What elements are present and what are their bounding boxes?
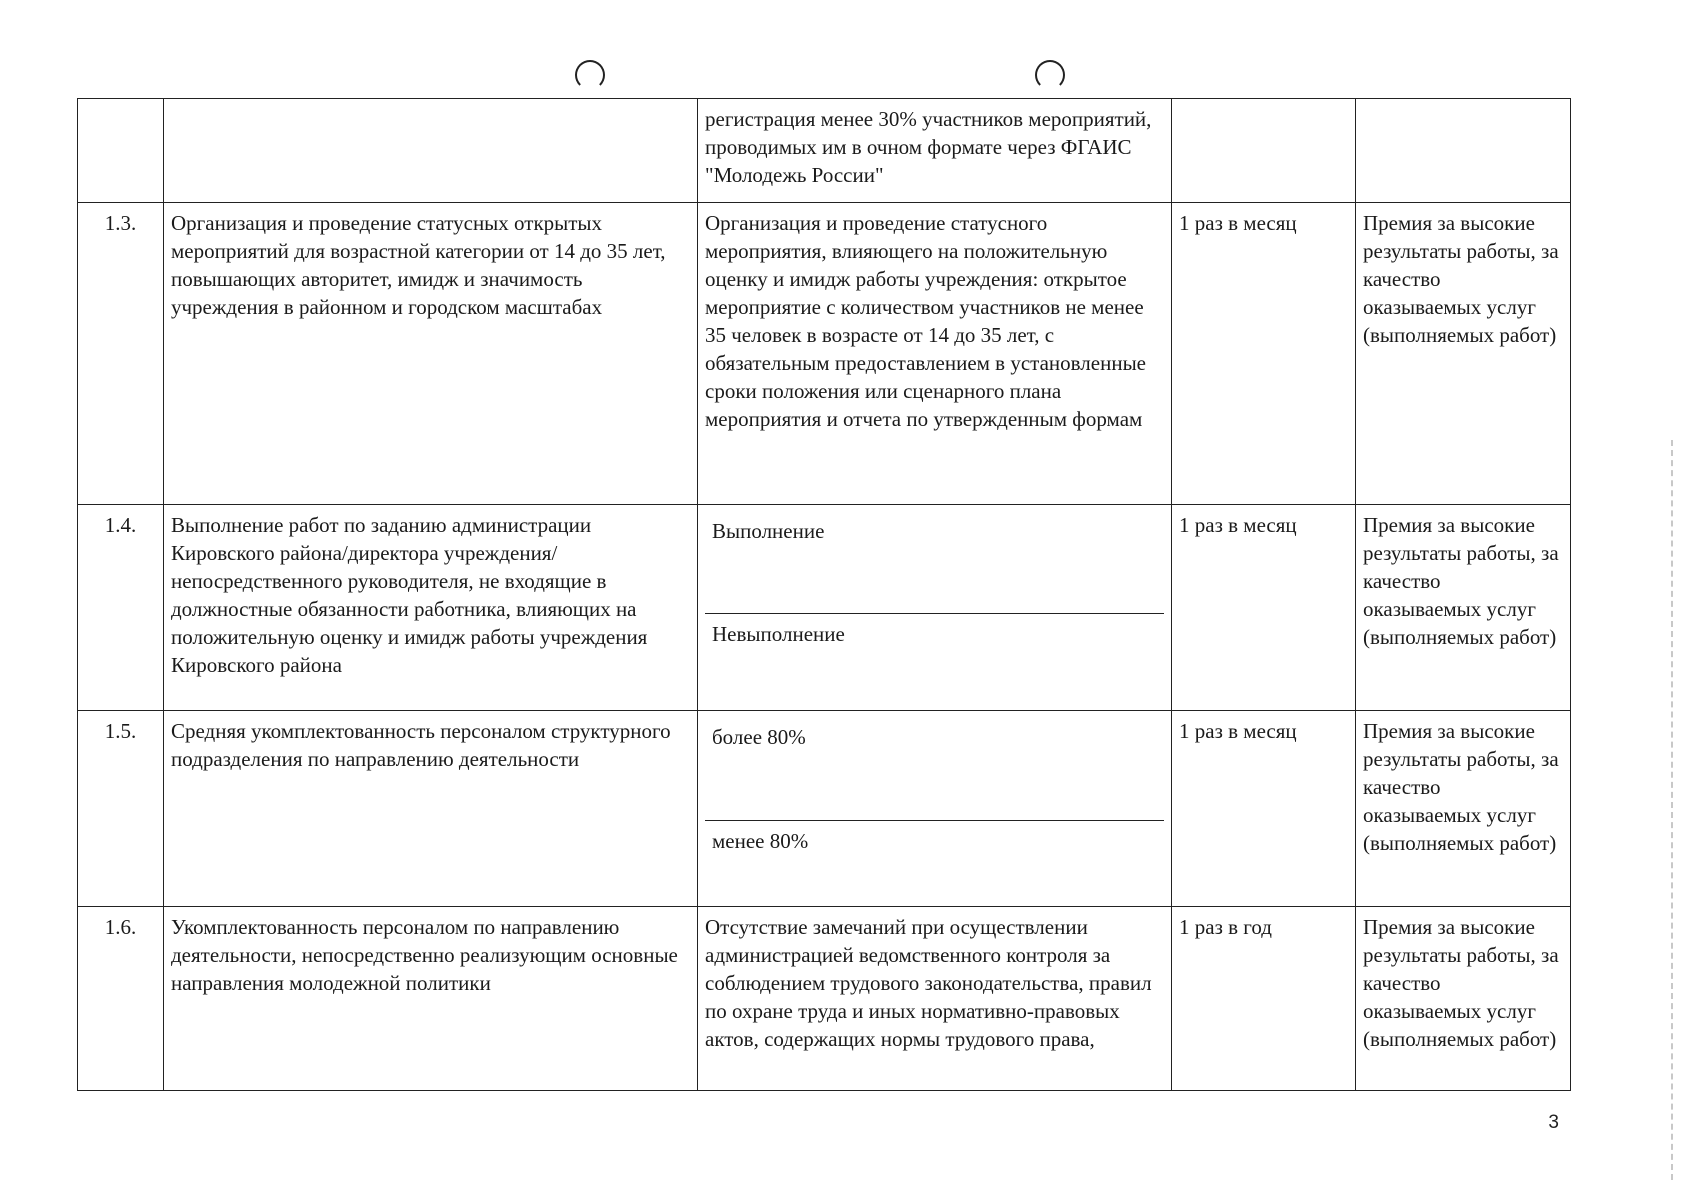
period-cell: 1 раз в месяц [1172,505,1356,711]
criteria-option: менее 80% [712,829,809,853]
row-number: 1.5. [78,711,164,907]
criteria-table [77,98,1571,1091]
scan-margin-marks [1671,440,1675,1180]
period-cell: 1 раз в год [1172,907,1356,1091]
page-number: 3 [1548,1112,1559,1133]
row-number: 1.3. [78,203,164,505]
payment-cell [1356,99,1571,203]
criteria-cell: Отсутствие замечаний при осуществлении администрацией ведомственного контроля за соблюдением трудового законодательства, правил по охране труда и иных нормативно-правовых актов, содержащих нормы трудового права, [698,907,1172,1091]
payment-cell: Премия за высокие результаты работы, за качество оказываемых услуг (выполняемых работ) [1356,907,1571,1091]
payment-cell: Премия за высокие результаты работы, за качество оказываемых услуг (выполняемых работ) [1356,505,1571,711]
criteria-cell: регистрация менее 30% участников мероприятий, проводимых им в очном формате через ФГАИС "Молодежь России" [698,99,1172,203]
criteria-cell: Организация и проведение статусного мероприятия, влияющего на положительную оценку и имидж работы учреждения: открытое мероприятие с количеством участников не менее 35 человек в возрасте от 14 до 35 лет, с обязательным предоставлением в установленные сроки положения или сценарного плана мероприятия и отчета по утвержденным формам [698,203,1172,505]
period-cell [1172,99,1356,203]
period-cell: 1 раз в месяц [1172,203,1356,505]
criteria-cell [698,711,1172,907]
table-row [78,505,1571,711]
indicator-cell: Укомплектованность персоналом по направлению деятельности, непосредственно реализующим основные направления молодежной политики [164,907,698,1091]
criteria-option: Выполнение [705,511,1164,614]
indicator-cell: Выполнение работ по заданию администрации Кировского района/директора учреждения/непосредственного руководителя, не входящие в должностные обязанности работника, влияющих на положительную оценку и имидж работы учреждения Кировского района [164,505,698,711]
row-number: 1.4. [78,505,164,711]
period-cell: 1 раз в месяц [1172,711,1356,907]
payment-cell: Премия за высокие результаты работы, за качество оказываемых услуг (выполняемых работ) [1356,711,1571,907]
row-number: 1.6. [78,907,164,1091]
table-row [78,711,1571,907]
table-row [78,203,1571,505]
punch-hole-mark-right [1035,60,1065,90]
criteria-cell [698,505,1172,711]
criteria-option: Невыполнение [712,622,845,646]
table-row [78,99,1571,203]
table-row [78,907,1571,1091]
indicator-cell: Средняя укомплектованность персоналом структурного подразделения по направлению деятельности [164,711,698,907]
indicator-cell [164,99,698,203]
row-number [78,99,164,203]
payment-cell: Премия за высокие результаты работы, за качество оказываемых услуг (выполняемых работ) [1356,203,1571,505]
punch-hole-mark-left [575,60,605,90]
indicator-cell: Организация и проведение статусных открытых мероприятий для возрастной категории от 14 до 35 лет, повышающих авторитет, имидж и значимость учреждения в районном и городском масштабах [164,203,698,505]
criteria-option: более 80% [705,717,1164,821]
